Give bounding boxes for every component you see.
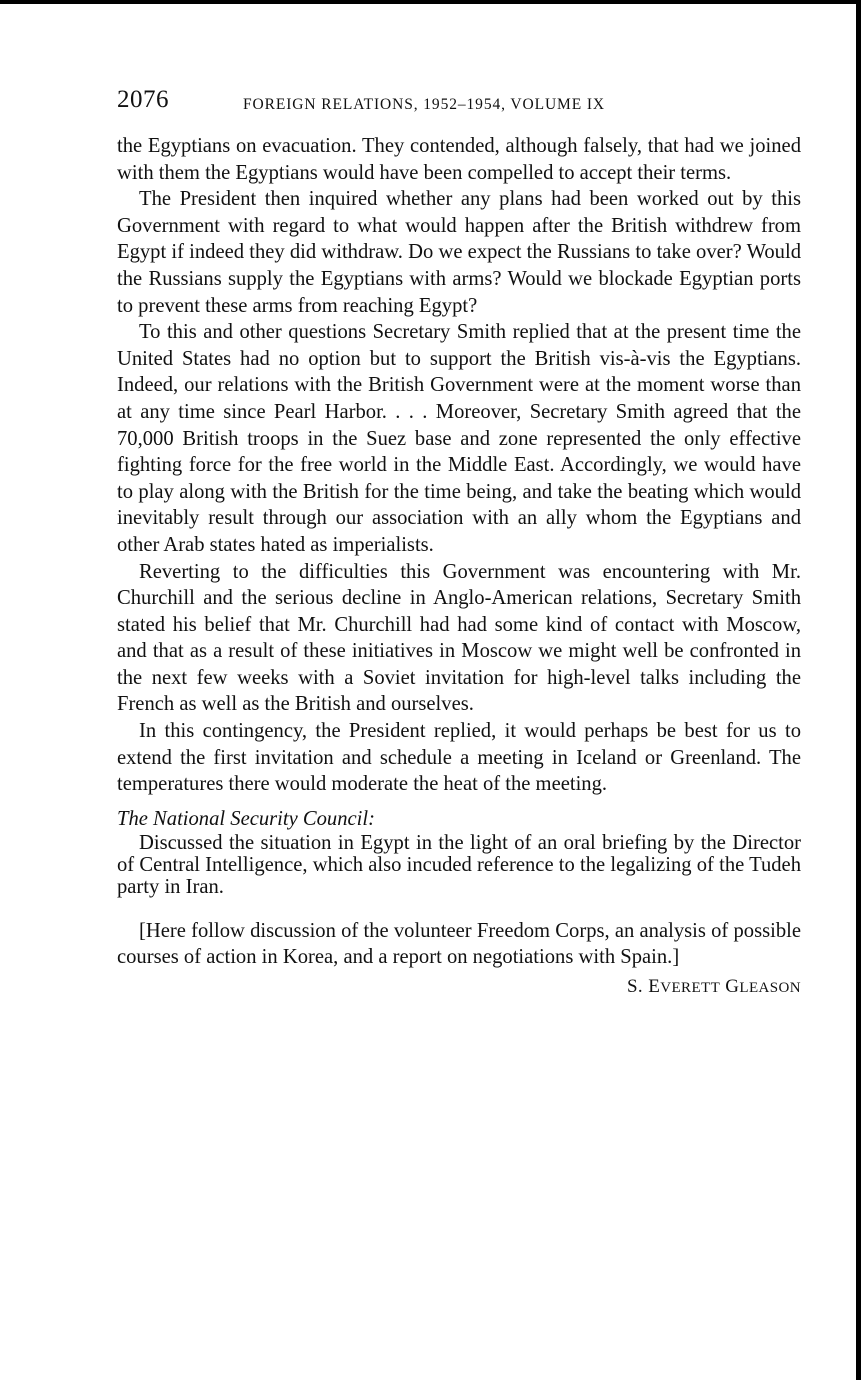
paragraph-smith-reply: To this and other questions Secretary Smith replied that at the present time the United States had no option but to support the British vis-à-vis the Egyptians. Indeed, our relations with the British Government were at the moment worse than at any time since Pearl Harbor. . . . Moreover, Secretary Smith agreed that the 70,000 British troops in the Suez base and zone represented the only effective fighting force for the free world in the Middle East. Accordingly, we would have to play along with the British for the time being, and take the beating which would inevitably result through our association with an ally whom the Egyptians and other Arab states hated as imperialists. xyxy=(117,321,801,556)
signature-last-rest: LEASON xyxy=(739,980,801,997)
running-head: FOREIGN RELATIONS, 1952–1954, VOLUME IX xyxy=(243,96,606,113)
page-number: 2076 xyxy=(117,86,169,113)
paragraph-churchill: Reverting to the difficulties this Government was encountering with Mr. Churchill and the serious decline in Anglo-American relations, Secretary Smith stated his belief that Mr. Churchill had had some kind of contact with Moscow, and that as a result of these initiatives in Moscow we might well be confronted in the next few weeks with a Soviet invitation for high-level talks including the French as well as the British and ourselves. xyxy=(117,560,801,716)
scan-top-border xyxy=(0,0,861,4)
document-body xyxy=(117,133,801,1002)
page-header xyxy=(117,86,807,126)
signature-last-cap: G xyxy=(725,976,740,998)
signature xyxy=(117,974,801,1002)
editorial-note: [Here follow discussion of the volunteer Freedom Corps, an analysis of possible courses of action in Korea, and a report on negotiations with Spain.] xyxy=(117,920,801,969)
section-paragraph: Discussed the situation in Egypt in the light of an oral briefing by the Director of Central Intelligence, which also incuded reference to the legalizing of the Tudeh party in Iran. xyxy=(117,832,801,899)
paragraph-continuation: the Egyptians on evacuation. They contended, although falsely, that had we joined with them the Egyptians would have been compelled to accept their terms. xyxy=(117,135,801,184)
section-heading: The National Security Council: xyxy=(117,807,375,830)
scan-right-border xyxy=(856,0,861,1380)
signature-first-rest: VERETT xyxy=(660,980,721,997)
signature-initial: S. xyxy=(626,976,644,998)
paragraph-president-inquiry: The President then inquired whether any plans had been worked out by this Government with regard to what would happen after the British withdrew from Egypt if indeed they did withdraw. Do we expect the Russians to take over? Would the Russians supply the Egyptians with arms? Would we blockade Egyptian ports to prevent these arms from reaching Egypt? xyxy=(117,188,801,317)
paragraph-contingency: In this contingency, the President replied, it would perhaps be best for us to extend the first invitation and schedule a meeting in Iceland or Greenland. The temperatures there would moderate the heat of the meeting. xyxy=(117,720,801,796)
signature-first-cap: E xyxy=(648,976,661,998)
